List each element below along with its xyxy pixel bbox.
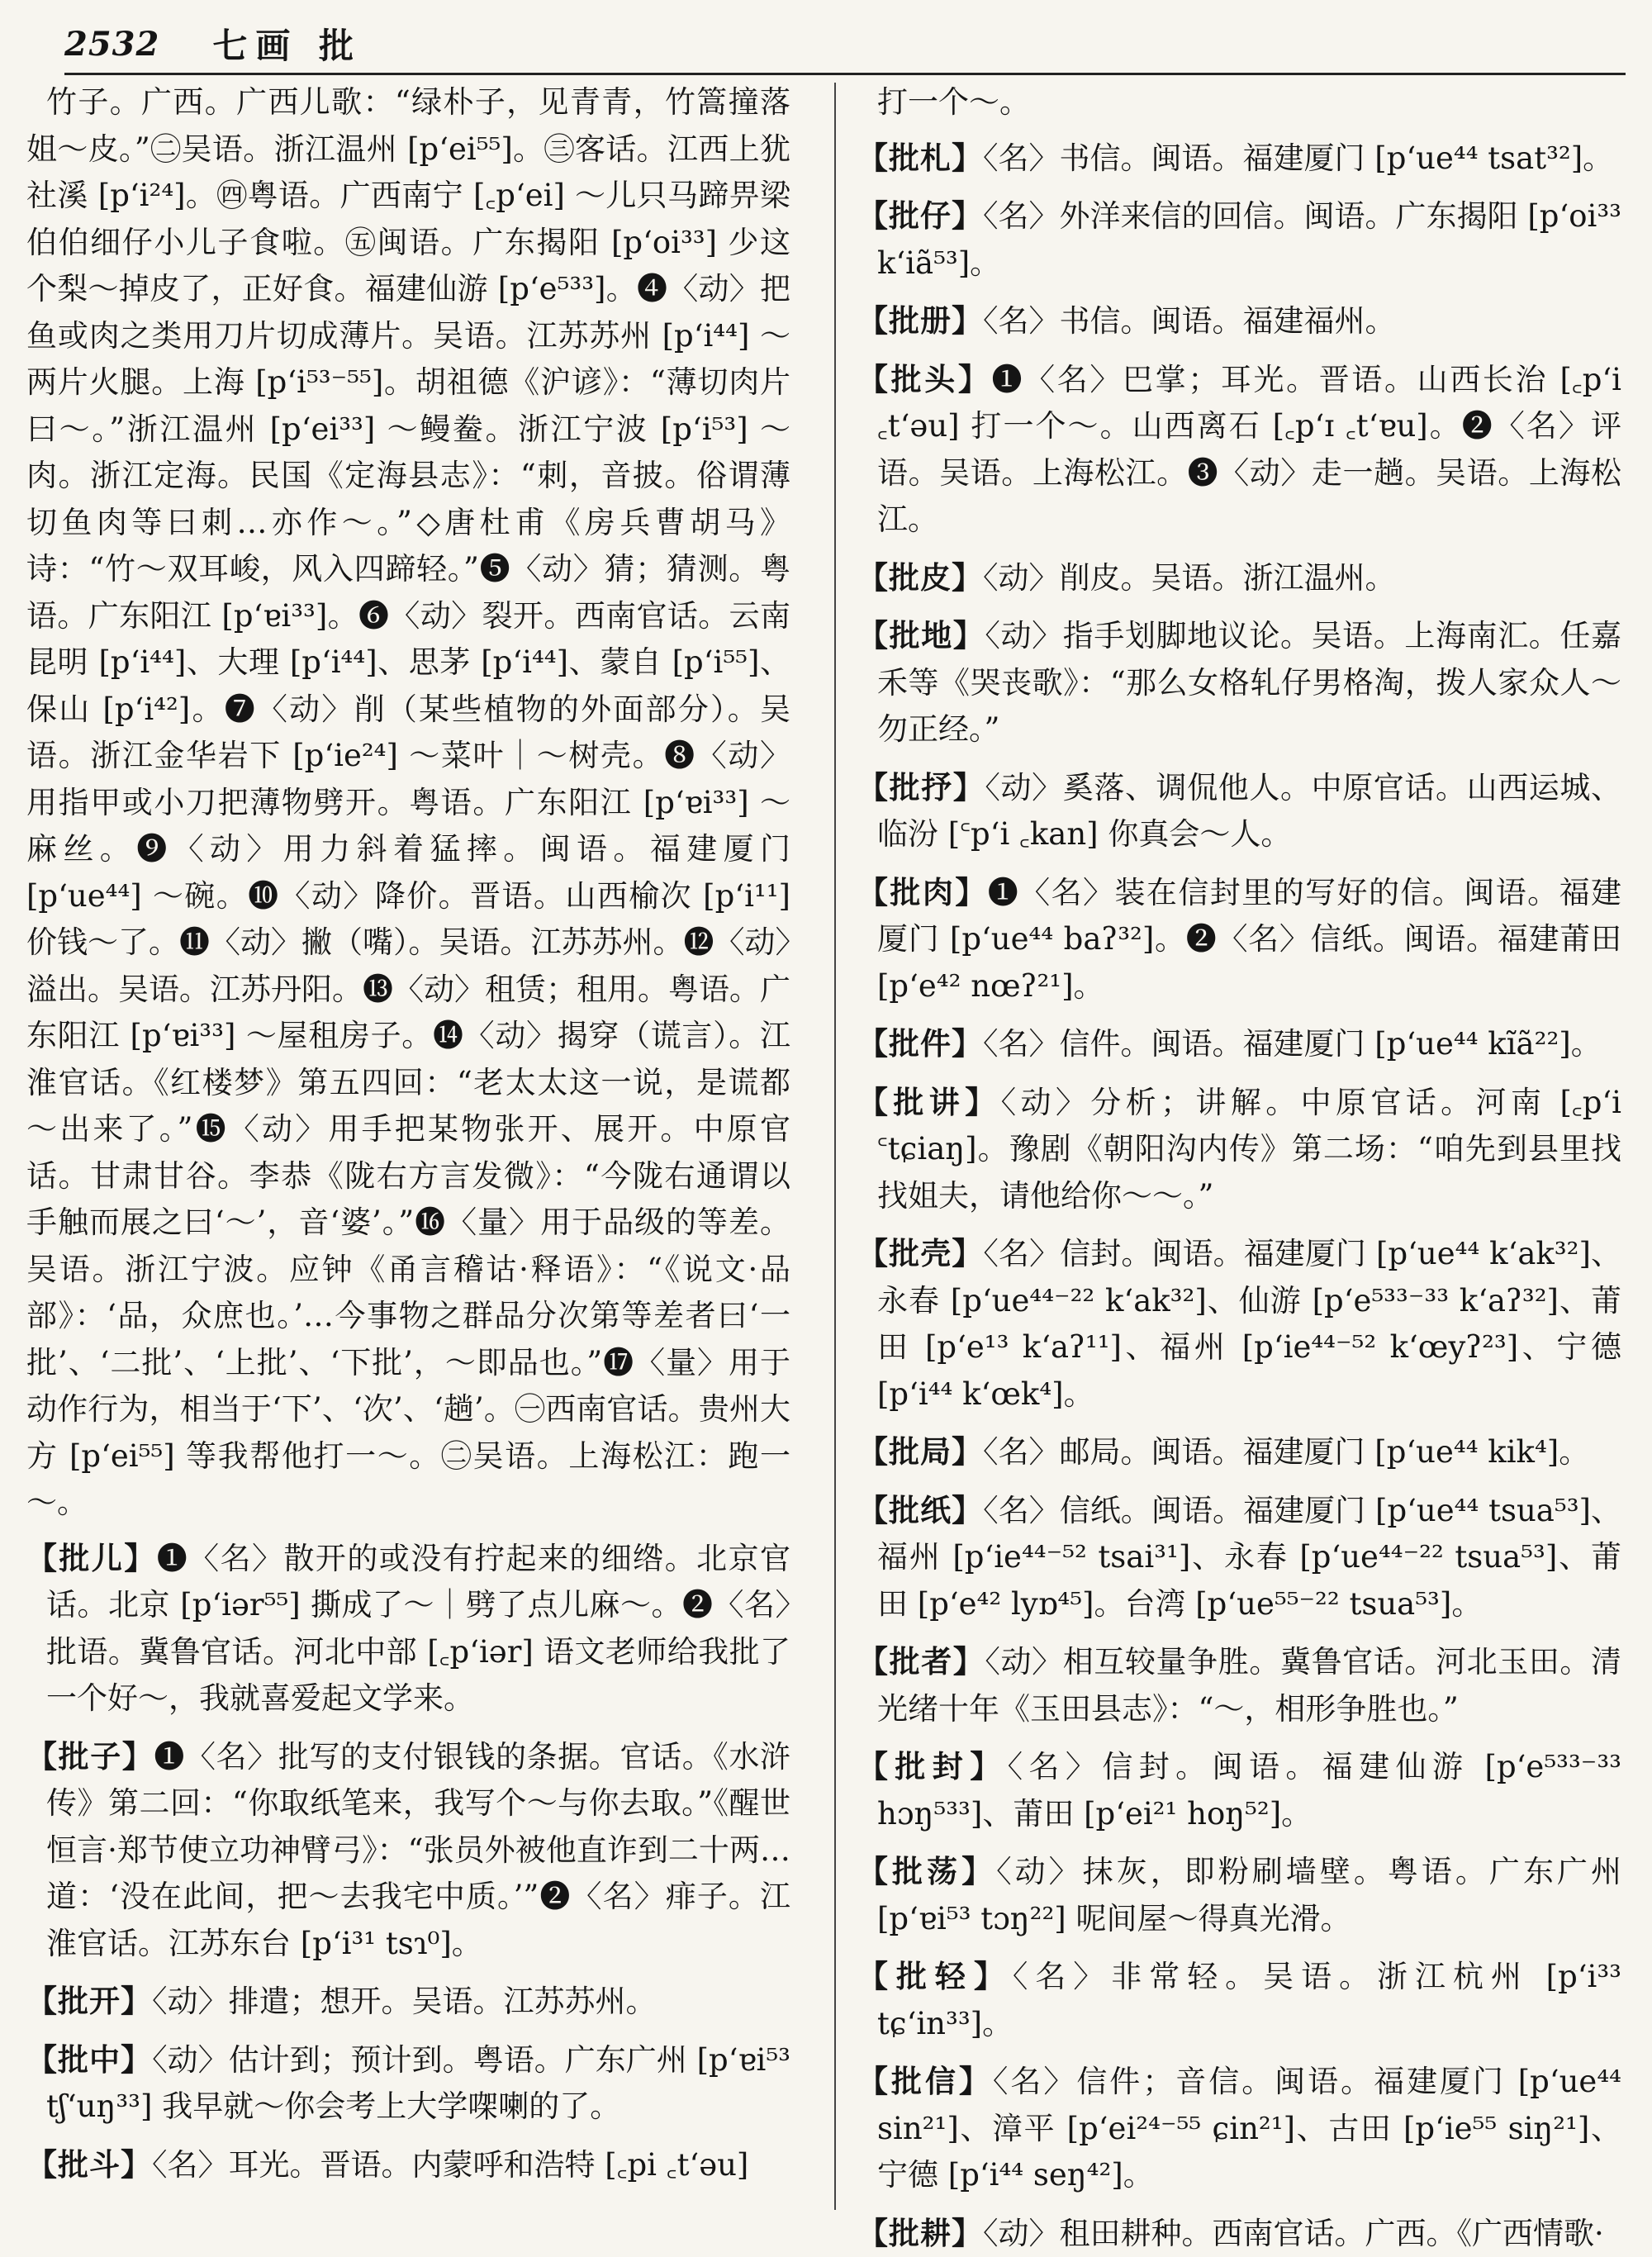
entry-headword: 【批皮】 bbox=[857, 559, 983, 596]
entry-definition: 〈名〉信纸。闽语。福建厦门 [pʻue⁴⁴ tsua⁵³]、福州 [pʻie⁴⁴⁻⁵² tsai³¹]、永春 [pʻue⁴⁴⁻²² tsua⁵³]、莆田 [pʻe⁴² lyɒ⁴⁵]。台湾 [pʻue⁵⁵⁻²² tsua⁵³]。 bbox=[877, 1493, 1621, 1622]
entry-definition: 〈名〉信封。闽语。福建仙游 [pʻe⁵³³⁻³³ hɔŋ⁵³³]、莆田 [pʻei²¹ hoŋ⁵²]。 bbox=[877, 1749, 1621, 1832]
dictionary-entry bbox=[857, 135, 1621, 183]
entry-definition: 〈动〉抹灰，即粉刷墙壁。粤语。广东广州 [pʻɐi⁵³ tɔŋ²²] 呢间屋～得真光滑。 bbox=[877, 1854, 1621, 1936]
entry-headword: 【批者】 bbox=[857, 1643, 985, 1680]
entry-headword: 【批斗】 bbox=[26, 2146, 152, 2183]
dictionary-entry bbox=[857, 1079, 1621, 1220]
left-entries bbox=[26, 1535, 790, 2189]
dictionary-entry bbox=[857, 1428, 1621, 1476]
entry-definition: 〈名〉耳光。晋语。内蒙呼和浩特 [꜀pi ꜀tʻəu] bbox=[152, 2147, 748, 2183]
entry-headword: 【批抒】 bbox=[857, 769, 985, 805]
dictionary-entry bbox=[857, 2210, 1621, 2257]
right-entries bbox=[857, 135, 1621, 2257]
entry-definition: 〈动〉指手划脚地议论。吴语。上海南汇。任嘉禾等《哭丧歌》：“那么女格轧仔男格淘，拨人家众人～勿正经。” bbox=[877, 618, 1621, 747]
entry-definition: 〈名〉外洋来信的回信。闽语。广东揭阳 [pʻoi³³ kʻiã⁵³]。 bbox=[877, 198, 1621, 281]
dictionary-entry bbox=[26, 2141, 790, 2189]
dictionary-entry bbox=[857, 1848, 1621, 1942]
entry-definition: 〈动〉排遣；想开。吴语。江苏苏州。 bbox=[152, 1984, 657, 2019]
entry-headword: 【批肉】 bbox=[857, 874, 988, 910]
dictionary-entry bbox=[857, 356, 1621, 544]
page-number: 2532 bbox=[64, 25, 159, 64]
section-title: 七画 批 bbox=[212, 19, 362, 69]
dictionary-entry bbox=[857, 192, 1621, 287]
dictionary-entry bbox=[857, 612, 1621, 753]
entry-headword: 【批壳】 bbox=[857, 1235, 983, 1271]
entry-headword: 【批地】 bbox=[857, 617, 985, 653]
dictionary-entry bbox=[857, 1487, 1621, 1628]
dictionary-entry bbox=[857, 2058, 1621, 2199]
entry-headword: 【批件】 bbox=[857, 1025, 983, 1062]
right-column bbox=[857, 79, 1621, 2211]
entry-headword: 【批子】 bbox=[26, 1738, 154, 1775]
entry-definition: ❶〈名〉装在信封里的写好的信。闽语。福建厦门 [pʻue⁴⁴ baʔ³²]。❷〈名〉信纸。闽语。福建莆田 [pʻe⁴² nœʔ²¹]。 bbox=[877, 875, 1621, 1004]
entry-definition: 〈名〉书信。闽语。福建福州。 bbox=[983, 303, 1396, 339]
dictionary-entry bbox=[26, 2036, 790, 2131]
dictionary-entry bbox=[857, 1953, 1621, 2047]
entry-headword: 【批耕】 bbox=[857, 2215, 983, 2251]
continued-entry-text: 竹子。广西。广西儿歌：“绿朴子，见青青，竹篙撞落姐～皮。”㊁吴语。浙江温州 [pʻei⁵⁵]。㊂客话。江西上犹社溪 [pʻi²⁴]。㊃粤语。广西南宁 [꜀pʻei] ～儿只马蹄畀梁伯伯细仔小儿子食啦。㊄闽语。广东揭阳 [pʻoi³³] 少这个梨～掉皮了，正好食。福建仙游 [pʻe⁵³³]。❹〈动〉把鱼或肉之类用刀片切成薄片。吴语。江苏苏州 [pʻi⁴⁴] ～两片火腿。上海 [pʻi⁵³⁻⁵⁵]。胡祖德《沪谚》：“薄切肉片曰～。”浙江温州 [pʻei³³] ～鳗鲞。浙江宁波 [pʻi⁵³] ～肉。浙江定海。民国《定海县志》：“刺，音披。俗谓薄切鱼肉等曰刺…亦作～。”◇唐杜甫《房兵曹胡马》诗：“竹～双耳峻，风入四蹄轻。”❺〈动〉猜；猜测。粤语。广东阳江 [pʻɐi³³]。❻〈动〉裂开。西南官话。云南昆明 [pʻi⁴⁴]、大理 [pʻi⁴⁴]、思茅 [pʻi⁴⁴]、蒙自 [pʻi⁵⁵]、保山 [pʻi⁴²]。❼〈动〉削（某些植物的外面部分）。吴语。浙江金华岩下 [pʻie²⁴] ～菜叶｜～树壳。❽〈动〉用指甲或小刀把薄物劈开。粤语。广东阳江 [pʻɐi³³] ～麻丝。❾〈动〉用力斜着猛摔。闽语。福建厦门 [pʻue⁴⁴] ～碗。❿〈动〉降价。晋语。山西榆次 [pʻi¹¹] 价钱～了。⓫〈动〉撇（嘴）。吴语。江苏苏州。⓬〈动〉溢出。吴语。江苏丹阳。⓭〈动〉租赁；租用。粤语。广东阳江 [pʻɐi³³] ～屋租房子。⓮〈动〉揭穿（谎言）。江淮官话。《红楼梦》第五四回：“老太太这一说，是谎都～出来了。”⓯〈动〉用手把某物张开、展开。中原官话。甘肃甘谷。李恭《陇右方言发微》：“今陇右通谓以手触而展之曰‘～’，音‘婆’。”⓰〈量〉用于品级的等差。吴语。浙江宁波。应钟《甬言稽诂·释语》：“《说文·品部》：‘品，众庶也。’…今事物之群品分次第等差者曰‘一批’、‘二批’、‘上批’、‘下批’，～即品也。”⓱〈量〉用于动作行为，相当于‘下’、‘次’、‘趟’。㊀西南官话。贵州大方 [pʻei⁵⁵] 等我帮他打一～。㊁吴语。上海松江：跑一～。 bbox=[26, 79, 790, 1527]
entry-headword: 【批札】 bbox=[857, 140, 983, 176]
entry-definition: 〈名〉信件；音信。闽语。福建厦门 [pʻue⁴⁴ sin²¹]、漳平 [pʻei²⁴⁻⁵⁵ ɕin²¹]、古田 [pʻie⁵⁵ siŋ²¹]、宁德 [pʻi⁴⁴ seŋ⁴²]。 bbox=[877, 2064, 1621, 2193]
continued-entry-text: 打一个～。 bbox=[857, 79, 1621, 126]
entry-definition: 〈名〉非常轻。吴语。浙江杭州 [pʻi³³ tɕʻin³³]。 bbox=[877, 1959, 1621, 2041]
entry-headword: 【批荡】 bbox=[857, 1853, 996, 1889]
dictionary-entry bbox=[26, 1535, 790, 1722]
entry-definition: 〈动〉租田耕种。西南官话。广西。《广西情歌· bbox=[983, 2216, 1604, 2251]
dictionary-entry bbox=[857, 1743, 1621, 1837]
dictionary-entry bbox=[857, 554, 1621, 602]
entry-definition: 〈名〉信封。闽语。福建厦门 [pʻue⁴⁴ kʻak³²]、永春 [pʻue⁴⁴⁻²² kʻak³²]、仙游 [pʻe⁵³³⁻³³ kʻaʔ³²]、莆田 [pʻe¹³ kʻaʔ¹¹]、福州 [pʻie⁴⁴⁻⁵² kʻœyʔ²³]、宁德 [pʻi⁴⁴ kʻœk⁴]。 bbox=[877, 1236, 1621, 1412]
dictionary-entry bbox=[857, 869, 1621, 1010]
entry-headword: 【批儿】 bbox=[26, 1540, 157, 1576]
entry-definition: 〈动〉削皮。吴语。浙江温州。 bbox=[983, 560, 1396, 596]
dictionary-entry bbox=[26, 1978, 790, 2026]
column-divider bbox=[834, 83, 836, 2210]
entry-headword: 【批封】 bbox=[857, 1748, 1008, 1784]
entry-headword: 【批开】 bbox=[26, 1983, 152, 2019]
entry-definition: 〈动〉相互较量争胜。冀鲁官话。河北玉田。清光绪十年《玉田县志》：“～，相形争胜也。” bbox=[877, 1644, 1621, 1727]
entry-definition: 〈名〉书信。闽语。福建厦门 [pʻue⁴⁴ tsat³²]。 bbox=[983, 140, 1613, 176]
entry-definition: 〈动〉估计到；预计到。粤语。广东广州 [pʻɐi⁵³ tʃʻuŋ³³] 我早就～你会考上大学㗎喇的了。 bbox=[46, 2042, 790, 2125]
entry-definition: 〈名〉邮局。闽语。福建厦门 [pʻue⁴⁴ kik⁴]。 bbox=[983, 1434, 1589, 1470]
dictionary-entry bbox=[857, 297, 1621, 345]
entry-definition: ❶〈名〉巴掌；耳光。晋语。山西长治 [꜀pʻi ꜀tʻəu] 打一个～。山西离石 [꜀pʻɪ ꜀tʻɐu]。❷〈名〉评语。吴语。上海松江。❸〈动〉走一趟。吴语。上海松江。 bbox=[877, 362, 1621, 538]
entry-definition: ❶〈名〉批写的支付银钱的条据。官话。《水浒传》第二回：“你取纸笔来，我写个～与你去取。”《醒世恒言·郑节使立功神臂弓》：“张员外被他直诈到二十两…道：‘没在此间，把～去我宅中质。’”❷〈名〉痱子。江淮官话。江苏东台 [pʻi³¹ tsɿ⁰]。 bbox=[46, 1739, 790, 1961]
dictionary-entry bbox=[857, 764, 1621, 858]
entry-definition: 〈动〉分析；讲解。中原官话。河南 [꜀pʻi ꜂tɕiaŋ]。豫剧《朝阳沟内传》第二场：“咱先到县里找找姐夫，请他给你～～。” bbox=[877, 1085, 1621, 1214]
entry-headword: 【批讲】 bbox=[857, 1084, 1001, 1120]
page-header bbox=[64, 15, 1626, 75]
entry-headword: 【批信】 bbox=[857, 2063, 993, 2099]
entry-headword: 【批局】 bbox=[857, 1433, 983, 1470]
dictionary-entry bbox=[857, 1230, 1621, 1418]
left-column bbox=[26, 79, 790, 2211]
dictionary-entry bbox=[857, 1020, 1621, 1068]
entry-headword: 【批轻】 bbox=[857, 1958, 1013, 1994]
dictionary-entry bbox=[857, 1638, 1621, 1732]
entry-headword: 【批仔】 bbox=[857, 197, 983, 234]
entry-headword: 【批册】 bbox=[857, 302, 983, 339]
entry-definition: 〈动〉奚落、调侃他人。中原官话。山西运城、临汾 [꜂pʻi ꜀kan] 你真会～人。 bbox=[877, 770, 1621, 853]
entry-headword: 【批中】 bbox=[26, 2041, 152, 2078]
entry-definition: ❶〈名〉散开的或没有拧起来的细绺。北京官话。北京 [pʻiər⁵⁵] 撕成了～｜劈了点儿麻～。❷〈名〉批语。冀鲁官话。河北中部 [꜀pʻiər] 语文老师给我批了一个好～，我就喜爱起文学来。 bbox=[46, 1541, 790, 1717]
entry-headword: 【批头】 bbox=[857, 361, 992, 397]
dictionary-entry bbox=[26, 1733, 790, 1968]
entry-headword: 【批纸】 bbox=[857, 1492, 983, 1528]
entry-definition: 〈名〉信件。闽语。福建厦门 [pʻue⁴⁴ kĩã²²]。 bbox=[983, 1026, 1602, 1062]
